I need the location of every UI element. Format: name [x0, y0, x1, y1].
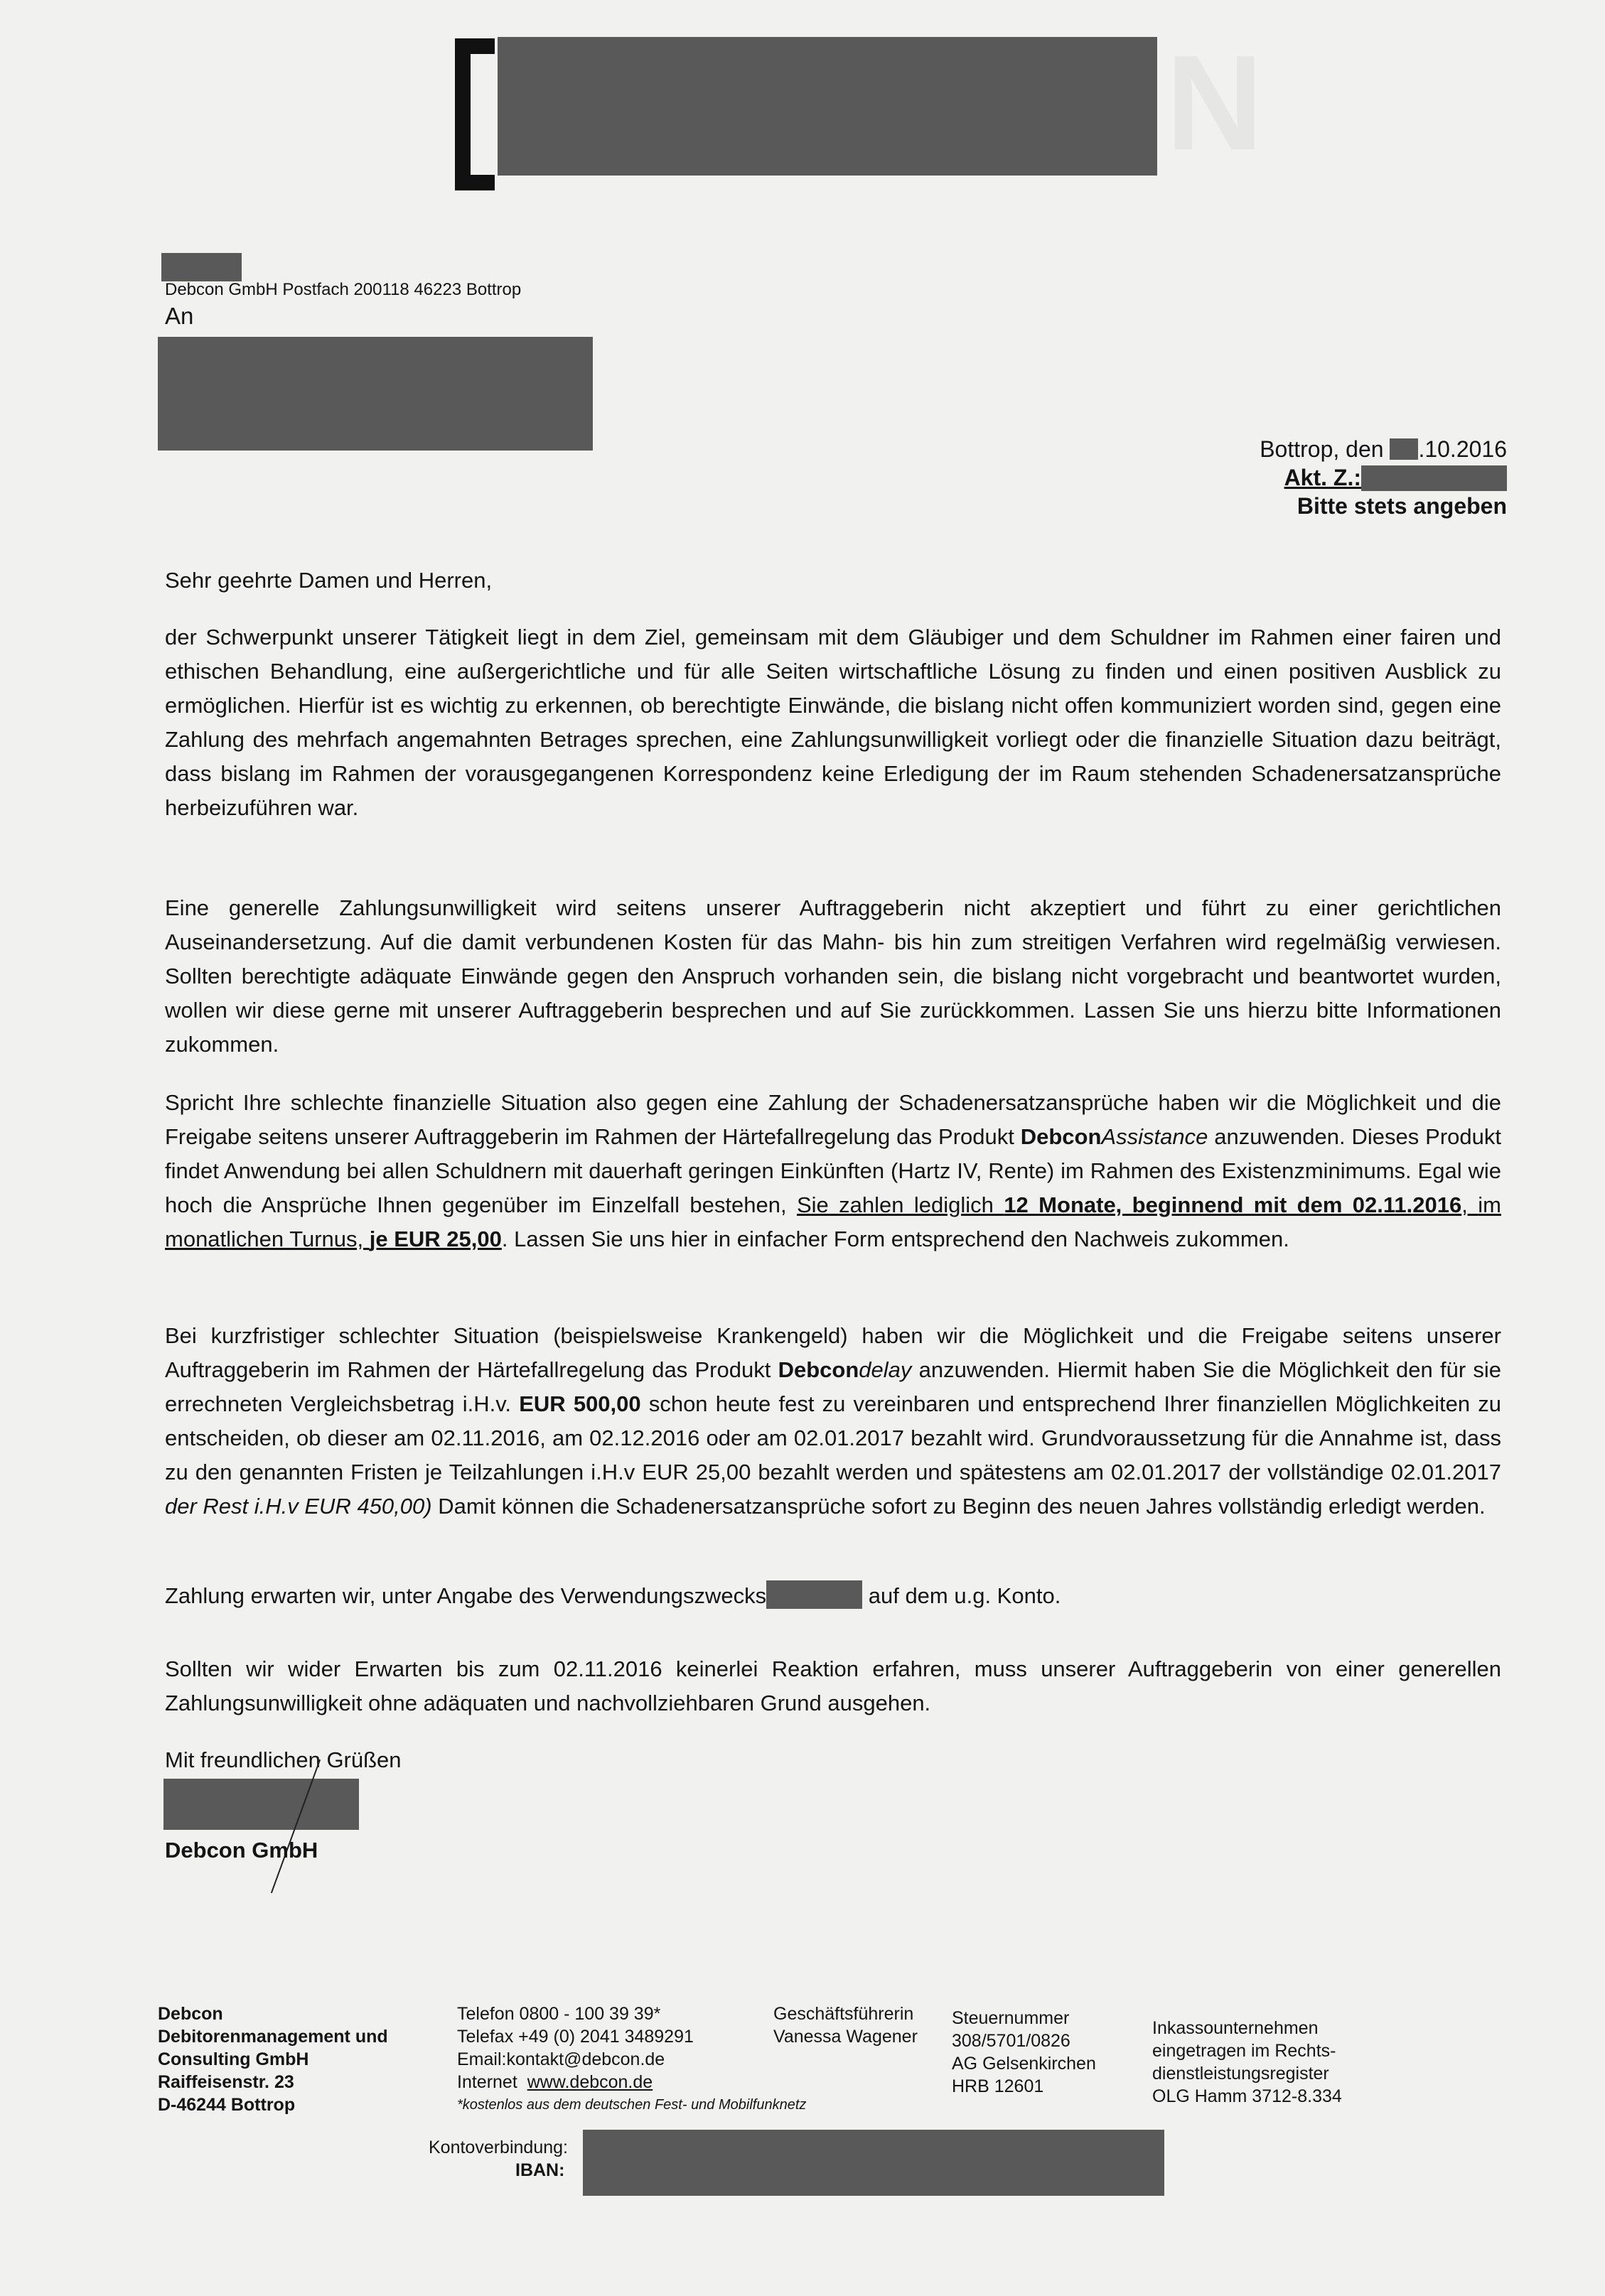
redacted-signature [163, 1779, 359, 1830]
redacted-payment-reference [766, 1580, 862, 1609]
website-link[interactable]: www.debcon.de [527, 2072, 653, 2092]
paragraph-4: Bei kurzfristiger schlechter Situation (beispielsweise Krankengeld) haben wir die Möglichkeit und die Freigabe seitens unserer Auftraggeberin im Rahmen der Härtefallregelung das Produkt Debcondelay anzuwenden. Hiermit haben Sie die Möglichkeit den für sie errechneten Vergleichsbetrag i.H.v. EUR 500,00 schon heute fest zu vereinbaren und entsprechend Ihrer finanziellen Möglichkeiten zu entscheiden, ob dieser am 02.11.2016, am 02.12.2016 oder am 02.01.2017 bezahlt wird. Grundvoraussetzung für die Annahme ist, dass zu den genannten Fristen je Teilzahlungen i.H.v EUR 25,00 bezahlt werden und spätestens am 02.01.2017 der vollständige 02.01.2017 der Rest i.H.v EUR 450,00) Damit können die Schadenersatzansprüche sofort zu Beginn des neuen Jahres vollständig erledigt werden. [165, 1323, 1501, 1519]
email-link[interactable]: Email:kontakt@debcon.de [457, 2049, 665, 2069]
date-line: Bottrop, den .10.2016 [1260, 436, 1507, 462]
date-reference-block [1260, 435, 1507, 520]
product-name: Debcon [1020, 1124, 1102, 1149]
redacted-mark [161, 253, 242, 281]
closing-greeting: Mit freundlichen Grüßen [165, 1747, 402, 1772]
paragraph-5: Zahlung erwarten wir, unter Angabe des Verwendungszwecks auf dem u.g. Konto. [165, 1579, 1501, 1613]
paragraph-3: Spricht Ihre schlechte finanzielle Situation also gegen eine Zahlung der Schadenersatzansprüche haben wir die Möglichkeit und die Freigabe seitens unserer Auftraggeberin im Rahmen der Härtefallregelung das Produkt DebconAssistance anzuwenden. Dieses Produkt findet Anwendung bei allen Schuldnern mit dauerhaft geringen Einkünften (Hartz IV, Rente) im Rahmen des Existenzminimums. Egal wie hoch die Ansprüche Ihnen gegenüber im Einzelfall bestehen, Sie zahlen lediglich 12 Monate, beginnend mit dem 02.11.2016, im monatlichen Turnus, je EUR 25,00. Lassen Sie uns hier in einfacher Form entsprechend den Nachweis zukommen. [165, 1090, 1501, 1251]
salutation: Sehr geehrte Damen und Herren, [165, 568, 493, 593]
toll-free-note: *kostenlos aus dem deutschen Fest- und Mobilfunknetz [457, 2097, 807, 2113]
footer-registration: Inkassounternehmen eingetragen im Rechts- dienstleistungsregister OLG Hamm 3712-8.334 [1152, 2018, 1342, 2106]
recipient-label: An [165, 303, 194, 329]
redacted-recipient-address [158, 337, 593, 451]
redacted-bank-details [583, 2130, 1164, 2196]
product-name: Debcon [778, 1357, 859, 1382]
reference-line: Akt. Z.: [1260, 463, 1507, 492]
sender-return-address: Debcon GmbH Postfach 200118 46223 Bottrop [165, 280, 522, 299]
iban-label: IBAN: [515, 2160, 565, 2180]
reference-note: Bitte stets angeben [1297, 493, 1507, 519]
redacted-reference [1361, 465, 1507, 491]
footer-contact: Telefon 0800 - 100 39 39* Telefax +49 (0) 2041 3489291 Email:kontakt@debcon.de Internet www.debcon.de *kostenlos aus dem deutschen Fest- und Mobilfunknetz [457, 2003, 806, 2116]
footer-company-address: Debcon Debitorenmanagement und Consulting GmbH Raiffeisenstr. 23 D-46244 Bottrop [158, 2004, 388, 2115]
paragraph-1: der Schwerpunkt unserer Tätigkeit liegt in dem Ziel, gemeinsam mit dem Gläubiger und dem Schuldner im Rahmen einer fairen und ethischen Behandlung, eine außergerichtliche und für alle Seiten wirtschaftliche Lösung zu finden und einen positiven Ausblick zu ermöglichen. Hierfür ist es wichtig zu erkennen, ob berechtigte Einwände, die bislang nicht offen kommuniziert worden sind, gegen eine Zahlung des mehrfach angemahnten Betrages sprechen, eine Zahlungsunwilligkeit vorliegt oder die finanzielle Situation dazu beiträgt, dass bislang im Rahmen der vorausgegangenen Korrespondenz keine Erledigung der im Raum stehenden Schadenersatzansprüche herbeizuführen war. [165, 625, 1501, 820]
redacted-day [1390, 438, 1418, 460]
logo-ghost-letter: N [1166, 28, 1264, 178]
logo-mark [455, 38, 495, 190]
footer-management: Geschäftsführerin Vanessa Wagener [773, 2004, 918, 2047]
closing-company: Debcon GmbH [165, 1838, 318, 1863]
paragraph-2: Eine generelle Zahlungsunwilligkeit wird seitens unserer Auftraggeberin nicht akzeptiert und führt zu einer gerichtlichen Auseinandersetzung. Auf die damit verbundenen Kosten für das Mahn- bis hin zum streitigen Verfahren wird regelmäßig verwiesen. Sollten berechtigte adäquate Einwände gegen den Anspruch vorhanden sein, die bislang nicht vorgebracht und beantwortet wurden, wollen wir diese gerne mit unserer Auftraggeberin besprechen und auf Sie zurückkommen. Lassen Sie uns hierzu bitte Informationen zukommen. [165, 895, 1501, 1057]
bank-label: Kontoverbindung: [429, 2138, 568, 2157]
footer-tax-register: Steuernummer 308/5701/0826 AG Gelsenkirchen HRB 12601 [952, 2008, 1096, 2096]
paragraph-6: Sollten wir wider Erwarten bis zum 02.11.2016 keinerlei Reaktion erfahren, muss unserer Auftraggeberin von einer generellen Zahlungsunwilligkeit ohne adäquaten und nachvollziehbaren Grund ausgehen. [165, 1656, 1501, 1715]
redacted-logo [498, 37, 1157, 176]
